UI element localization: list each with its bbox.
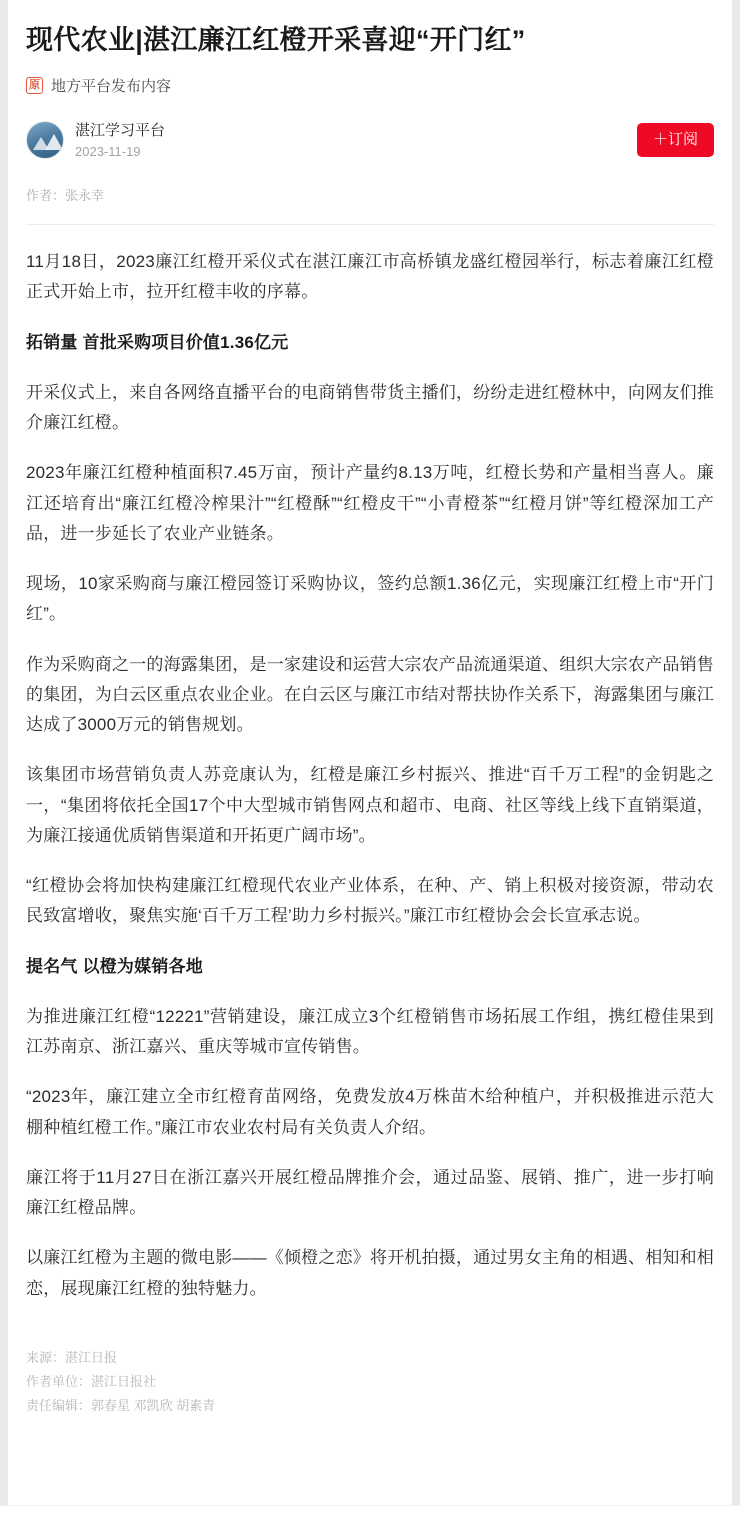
footer-editors: 责任编辑：郭春星 邓凯欣 胡素青 (26, 1398, 216, 1414)
bottom-bar (0, 1505, 740, 1520)
paragraph: 为推进廉江红橙“12221”营销建设，廉江成立3个红橙销售市场拓展工作组，携红橙佳果到江苏南京、浙江嘉兴、重庆等城市宣传销售。 (26, 1006, 714, 1057)
article-body (26, 247, 714, 1304)
paragraph: 11月18日，2023廉江红橙开采仪式在湛江廉江市高桥镇龙盛红橙园举行，标志着廉江红橙正式开始上市，拉开红橙丰收的序幕。 (26, 252, 714, 302)
paragraph: 该集团市场营销负责人苏竞康认为，红橙是廉江乡村振兴、推进“百千万工程”的金钥匙之一，“集团将依托全国17个中大型城市销售网点和超市、电商、社区等线上线下直销渠道，为廉江接通优质销售渠道和开拓更广阔市场”。 (26, 765, 714, 845)
paragraph: “红橙协会将加快构建廉江红橙现代农业产业体系，在种、产、销上积极对接资源，带动农民致富增收，聚焦实施‘百千万工程’助力乡村振兴。”廉江市红橙协会会长宣承志说。 (26, 876, 714, 926)
author-line: 作者：张永幸 (26, 188, 105, 204)
account-row (26, 120, 714, 162)
page-title: 现代农业|湛江廉江红橙开采喜迎“开门红” (26, 25, 526, 55)
paragraph: 以廉江红橙为主题的微电影——《倾橙之恋》将开机拍摄，通过男女主角的相遇、相知和相恋，展现廉江红橙的独特魅力。 (26, 1248, 714, 1298)
section-heading: 提名气 以橙为媒销各地 (26, 956, 203, 976)
page-edge-left (0, 0, 8, 1520)
footer-source: 来源：湛江日报 (26, 1349, 118, 1365)
source-tag-label: 地方平台发布内容 (51, 77, 172, 95)
section-heading: 拓销量 首批采购项目价值1.36亿元 (26, 332, 289, 352)
paragraph: 现场，10家采购商与廉江橙园签订采购协议，签约总额1.36亿元，实现廉江红橙上市“开门红”。 (26, 574, 714, 624)
account-meta (75, 120, 165, 162)
article-footer (26, 1330, 714, 1444)
paragraph: 2023年廉江红橙种植面积7.45万亩，预计产量约8.13万吨，红橙长势和产量相当喜人。廉江还培育出“廉江红橙冷榨果汁”“红橙酥”“红橙皮干”“小青橙茶”“红橙月饼”等红橙深加工产品，进一步延长了农业产业链条。 (26, 463, 714, 543)
paragraph: 开采仪式上，来自各网络直播平台的电商销售带货主播们，纷纷走进红橙林中，向网友们推介廉江红橙。 (26, 382, 714, 433)
subscribe-button[interactable]: ＋订阅 (637, 123, 714, 157)
paragraph: 作为采购商之一的海露集团，是一家建设和运营大宗农产品流通渠道、组织大宗农产品销售的集团，为白云区重点农业企业。在白云区与廉江市结对帮扶协作关系下，海露集团与廉江达成了3000万元的销售规划。 (26, 654, 714, 735)
publish-date: 2023-11-19 (75, 143, 141, 159)
avatar[interactable] (26, 121, 64, 159)
page-edge-right (732, 0, 740, 1520)
paragraph: “2023年，廉江建立全市红橙育苗网络，免费发放4万株苗木给种植户，并积极推进示范大棚种植红橙工作。”廉江市农业农村局有关负责人介绍。 (26, 1087, 714, 1137)
account-name[interactable]: 湛江学习平台 (75, 121, 166, 139)
header-divider (26, 224, 714, 225)
footer-author-unit: 作者单位：湛江日报社 (26, 1374, 157, 1390)
original-badge-icon: 原 (26, 77, 43, 94)
paragraph: 廉江将于11月27日在浙江嘉兴开展红橙品牌推介会，通过品鉴、展销、推广，进一步打响廉江红橙品牌。 (26, 1167, 714, 1218)
source-tag (26, 75, 714, 96)
